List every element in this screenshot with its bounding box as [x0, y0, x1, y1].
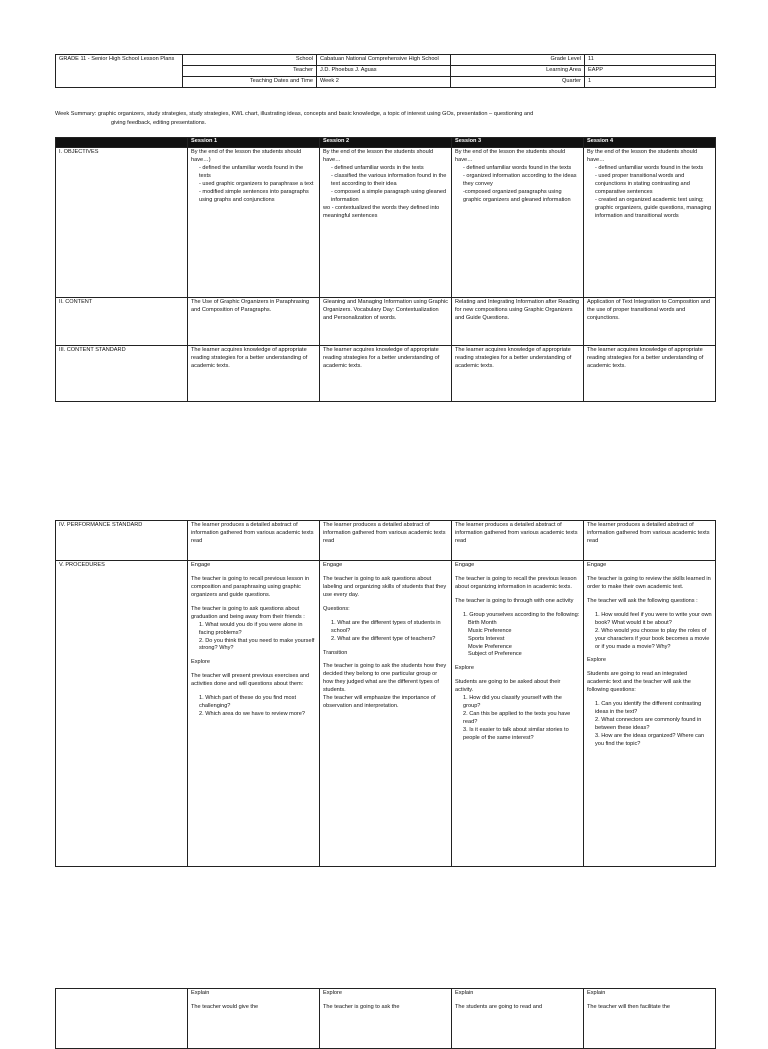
engage-heading: Engage: [191, 562, 211, 568]
teaching-dates-value: Week 2: [317, 76, 451, 87]
session-4-header: Session 4: [584, 138, 716, 148]
objective-item: wo - contextualized the words they defined into meaningful sentences: [323, 204, 440, 219]
procedure-paragraph: The teacher is going to through with one activity: [455, 597, 574, 604]
question-item: 1. How did you classify yourself with the group?: [463, 695, 562, 710]
week-summary-label: Week Summary:: [55, 111, 97, 117]
session-header-blank: [56, 138, 188, 148]
procedures-session-4: [584, 561, 716, 867]
quarter-label: Quarter: [451, 76, 585, 87]
objective-item: - used proper transitional words and conjunctions in stating contrasting and comparative sentences: [595, 172, 690, 195]
procedure-paragraph: The teacher will present previous exercises and activities done and will questions about them:: [191, 673, 310, 688]
procedure-paragraph: The teacher is going to review the skills learned in order to make their own academic text.: [587, 575, 711, 590]
procedures-session-1: [188, 561, 320, 867]
grade-level-label: Grade Level: [451, 55, 585, 66]
learning-area-label: Learning Area: [451, 65, 585, 76]
explore-heading: Explore: [323, 990, 342, 996]
group-item: Movie Preference: [468, 643, 512, 650]
procedure-paragraph: The teacher will emphasize the importance of observation and interpretation.: [323, 695, 436, 710]
learning-area-value: EAPP: [585, 65, 716, 76]
explain-heading: Explain: [587, 990, 606, 996]
school-label: School: [183, 55, 317, 66]
explain-heading: Explain: [191, 990, 210, 996]
objectives-label: I. OBJECTIVES: [56, 148, 188, 298]
group-item: Music Preference: [468, 627, 512, 634]
week-summary-line2: giving feedback, editing presentations.: [111, 119, 207, 126]
objectives-intro: By the end of the lesson the students should have…: [455, 149, 566, 163]
procedures-label: V. PROCEDURES: [56, 561, 188, 867]
objective-item: - defined unfamiliar words in the texts: [331, 164, 424, 171]
objective-item: -composed organized paragraphs using graphic organizers and gleaned information: [463, 188, 571, 203]
transition-heading: Transition: [323, 649, 348, 656]
engage-heading: Engage: [323, 562, 343, 568]
procedures-session-3: [452, 561, 584, 867]
content-standard-session-4: The learner acquires knowledge of appropriate reading strategies for a better understanding of academic texts.: [584, 346, 716, 402]
procedure-paragraph: The teacher will then facilitate the: [587, 1003, 671, 1010]
group-item: Birth Month: [468, 619, 497, 626]
question-item: 2. What connectors are commonly found in between these ideas?: [595, 717, 702, 731]
procedure-paragraph: The students are going to read and: [455, 1003, 543, 1010]
performance-standard-session-4: The learner produces a detailed abstract of information gathered from various academic texts read: [584, 521, 716, 561]
content-label: II. CONTENT: [56, 298, 188, 346]
session-1-header: Session 1: [188, 138, 320, 148]
objectives-session-2: [320, 148, 452, 298]
objective-item: - classified the various information found in the text according to their idea: [331, 172, 447, 187]
content-session-1: The Use of Graphic Organizers in Paraphrasing and Composition of Paragraphs.: [188, 298, 320, 346]
objectives-session-1: [188, 148, 320, 298]
objectives-session-4: [584, 148, 716, 298]
explore-heading: Explore: [455, 665, 474, 672]
procedure-paragraph: The teacher is going to ask the students how they decided they belong to one particular group or how they judged what are the different types of students.: [323, 663, 447, 694]
question-item: 1. How would feel if you were to write your own book? What would it be about?: [595, 611, 712, 626]
continuation-session-4: [584, 989, 716, 1049]
question-item: 1. What are the different types of students in school?: [331, 619, 441, 634]
school-value: Cabatuan National Comprehensive High School: [317, 55, 451, 66]
continuation-label-cell: [56, 989, 188, 1049]
questions-heading: Questions:: [323, 605, 350, 612]
objective-item: - created an organized academic text using; graphic organizers, guide questions, managing information and transitional words: [595, 196, 711, 219]
performance-standard-session-1: The learner produces a detailed abstract of information gathered from various academic texts read: [188, 521, 320, 561]
question-item: 2. Can this be applied to the texts you have read?: [463, 711, 571, 725]
question-item: 2. What are the different type of teachers?: [331, 635, 436, 642]
grade-level-value: 11: [585, 55, 716, 66]
session-2-header: Session 2: [320, 138, 452, 148]
content-session-3: Relating and Integrating Information after Reading for new compositions using Graphic Organizers and Guide Questions.: [452, 298, 584, 346]
procedure-paragraph: The teacher is going to recall the previous lesson about organizing information in academic texts.: [455, 575, 577, 590]
group-item: Sports Interest: [468, 635, 505, 642]
procedures-table: [55, 520, 716, 867]
group-item: Subject of Preference: [468, 651, 522, 658]
teacher-label: Teacher: [183, 65, 317, 76]
performance-standard-label: IV. PERFORMANCE STANDARD: [56, 521, 188, 561]
content-standard-session-3: The learner acquires knowledge of appropriate reading strategies for a better understanding of academic texts.: [452, 346, 584, 402]
content-session-2: Gleaning and Managing Information using Graphic Organizers. Vocabulary Day: Contextualization and Personalization of words.: [320, 298, 452, 346]
session-3-header: Session 3: [452, 138, 584, 148]
procedure-paragraph: Students are going to be asked about their activity.: [455, 679, 561, 694]
engage-heading: Engage: [587, 562, 607, 568]
procedure-paragraph: The teacher is going to recall previous lesson in composition and paraphrasing using graphic organizers and guide questions.: [191, 575, 310, 598]
content-standard-label: III. CONTENT STANDARD: [56, 346, 188, 402]
content-session-4: Application of Text Integration to Composition and the use of proper transitional words and conjunctions.: [584, 298, 716, 346]
objectives-intro: By the end of the lesson the students should have…: [323, 149, 434, 163]
content-standard-session-2: The learner acquires knowledge of appropriate reading strategies for a better understanding of academic texts.: [320, 346, 452, 402]
procedure-paragraph: Students are going to read an integrated academic text and the teacher will ask the following questions:: [587, 671, 691, 694]
explore-heading: Explore: [587, 657, 606, 664]
procedure-paragraph: The teacher is going to ask questions about graduation and being away from their friends :: [191, 605, 305, 620]
objective-item: - used graphic organizers to paraphrase a text: [199, 180, 314, 187]
question-item: 3. How are the ideas organized? Where can you find the topic?: [595, 732, 705, 747]
question-item: 3. Is it easier to talk about similar stories to people of the same interest?: [463, 726, 569, 741]
objective-item: - defined the unfamiliar words found in the texts: [199, 164, 304, 179]
objectives-session-3: [452, 148, 584, 298]
objective-item: - defined unfamiliar words found in the texts: [463, 164, 572, 171]
continuation-session-1: [188, 989, 320, 1049]
question-item: 1. Can you identify the different contrasting ideas in the text?: [595, 701, 702, 716]
explore-heading: Explore: [191, 659, 210, 666]
question-item: 2. Which area do we have to review more?: [199, 711, 306, 718]
objectives-intro: By the end of the lesson the students should have…: [587, 149, 698, 163]
teaching-dates-label: Teaching Dates and Time: [183, 76, 317, 87]
question-item: 2. Who would you choose to play the roles of your characters if your book becomes a movie or if you made a movie? Why?: [595, 627, 710, 650]
objectives-table: [55, 137, 716, 402]
continuation-session-3: [452, 989, 584, 1049]
objective-item: - defined unfamiliar words found in the texts: [595, 164, 704, 171]
continuation-table: [55, 988, 716, 1049]
lesson-plan-header-table: [55, 54, 716, 88]
content-standard-session-1: The learner acquires knowledge of appropriate reading strategies for a better understanding of academic texts.: [188, 346, 320, 402]
performance-standard-session-3: The learner produces a detailed abstract of information gathered from various academic texts read: [452, 521, 584, 561]
engage-heading: Engage: [455, 562, 475, 568]
objectives-intro: By the end of the lesson the students should have…): [191, 149, 302, 163]
question-item: 1. Group yourselves according to the following:: [463, 611, 580, 618]
performance-standard-session-2: The learner produces a detailed abstract of information gathered from various academic texts read: [320, 521, 452, 561]
procedures-session-2: [320, 561, 452, 867]
procedure-paragraph: The teacher will ask the following questions :: [587, 597, 698, 604]
lesson-plan-title: GRADE 11 - Senior High School Lesson Plans: [56, 55, 183, 88]
procedure-paragraph: The teacher is going to ask questions about labeling and organizing skills of students that they use every day.: [323, 575, 447, 598]
question-item: 2. Do you think that you need to make yourself strong? Why?: [199, 637, 315, 652]
continuation-session-2: [320, 989, 452, 1049]
procedure-paragraph: The teacher would give the: [191, 1003, 259, 1010]
week-summary: [55, 110, 715, 127]
teacher-value: J.D. Phoebus J. Aguas: [317, 65, 451, 76]
objective-item: - organized information according to the ideas they convey: [463, 172, 577, 187]
explain-heading: Explain: [455, 990, 474, 996]
procedure-paragraph: The teacher is going to ask the: [323, 1003, 400, 1010]
quarter-value: 1: [585, 76, 716, 87]
objective-item: - modified simple sentences into paragraphs using graphs and conjunctions: [199, 188, 309, 203]
week-summary-line1: graphic organizers, study strategies, study strategies, KWL chart, illustrating ideas, concepts and basic knowledge, a topic of interest using GOs, presentation – questioning and: [97, 111, 534, 117]
question-item: 1. What would you do if you were alone in facing problems?: [199, 621, 303, 636]
question-item: 1. Which part of these do you find most challenging?: [199, 695, 297, 710]
objective-item: - composed a simple paragraph using gleaned information: [331, 188, 447, 203]
